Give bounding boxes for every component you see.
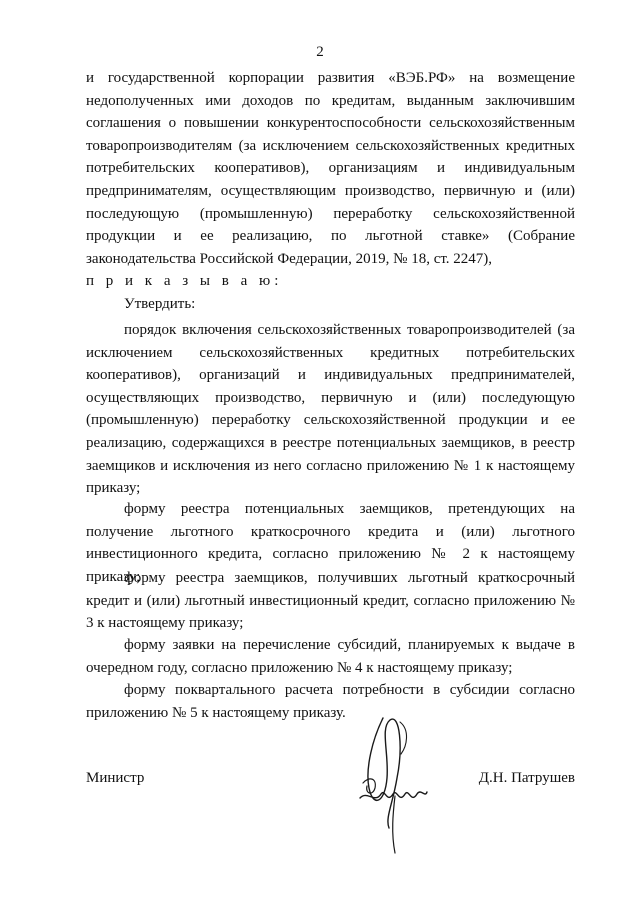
signatory-title: Министр bbox=[86, 770, 145, 786]
preamble-text: и государственной корпорации развития «ВЭБ.РФ» на возмещение недополученных ими доходов по кредитам, выданным заключившим соглашения о повышении конкурентоспособности сельскохозяйственным товаропроизводителям (за исключением сельскохозяйственных кредитных потребительских кооперативов), организациям и индивидуальным предпринимателям, осуществляющим производство, первичную и (или) последующую (промышленную) переработку сельскохозяйственной продукции и ее реализацию, по льготной ставке» (Собрание законодательства Российской Федерации, 2019, № 18, ст. 2247), bbox=[86, 70, 575, 267]
item-form2-text: форму реестра потенциальных заемщиков, претендующих на получение льготного краткосрочного кредита и (или) льготного инвестиционного кредита, согласно приложению № 2 к настоящему приказу; bbox=[86, 501, 575, 585]
item-form5-paragraph bbox=[86, 679, 575, 724]
item-procedure-text: порядок включения сельскохозяйственных товаропроизводителей (за исключением сельскохозяйственных кредитных потребительских кооперативов), организаций и индивидуальных предпринимателей, осуществляющих производство, первичную и (или) последующую (промышленную) переработку сельскохозяйственной продукции и ее реализацию, содержащихся в реестре потенциальных заемщиков, в реестр заемщиков и исключения из него согласно приложению № 1 к настоящему приказу; bbox=[86, 322, 575, 497]
signatory-name: Д.Н. Патрушев bbox=[478, 770, 575, 786]
page-number: 2 bbox=[316, 44, 324, 60]
item-form4-paragraph bbox=[86, 634, 575, 679]
preamble-paragraph bbox=[86, 67, 575, 270]
order-word-paragraph bbox=[86, 270, 575, 293]
order-word: п р и к а з ы в а ю: bbox=[86, 273, 283, 289]
item-form3-paragraph bbox=[86, 567, 575, 635]
approve-paragraph bbox=[86, 293, 575, 316]
approve-word: Утвердить: bbox=[124, 296, 196, 312]
signature-block bbox=[86, 770, 575, 792]
item-form4-text: форму заявки на перечисление субсидий, планируемых к выдаче в очередном году, согласно приложению № 4 к настоящему приказу; bbox=[86, 637, 575, 676]
item-form5-text: форму поквартального расчета потребности в субсидии согласно приложению № 5 к настоящему приказу. bbox=[86, 682, 575, 721]
item-procedure-paragraph bbox=[86, 319, 575, 500]
item-form3-text: форму реестра заемщиков, получивших льготный краткосрочный кредит и (или) льготный инвестиционный кредит, согласно приложению № 3 к настоящему приказу; bbox=[86, 570, 575, 632]
